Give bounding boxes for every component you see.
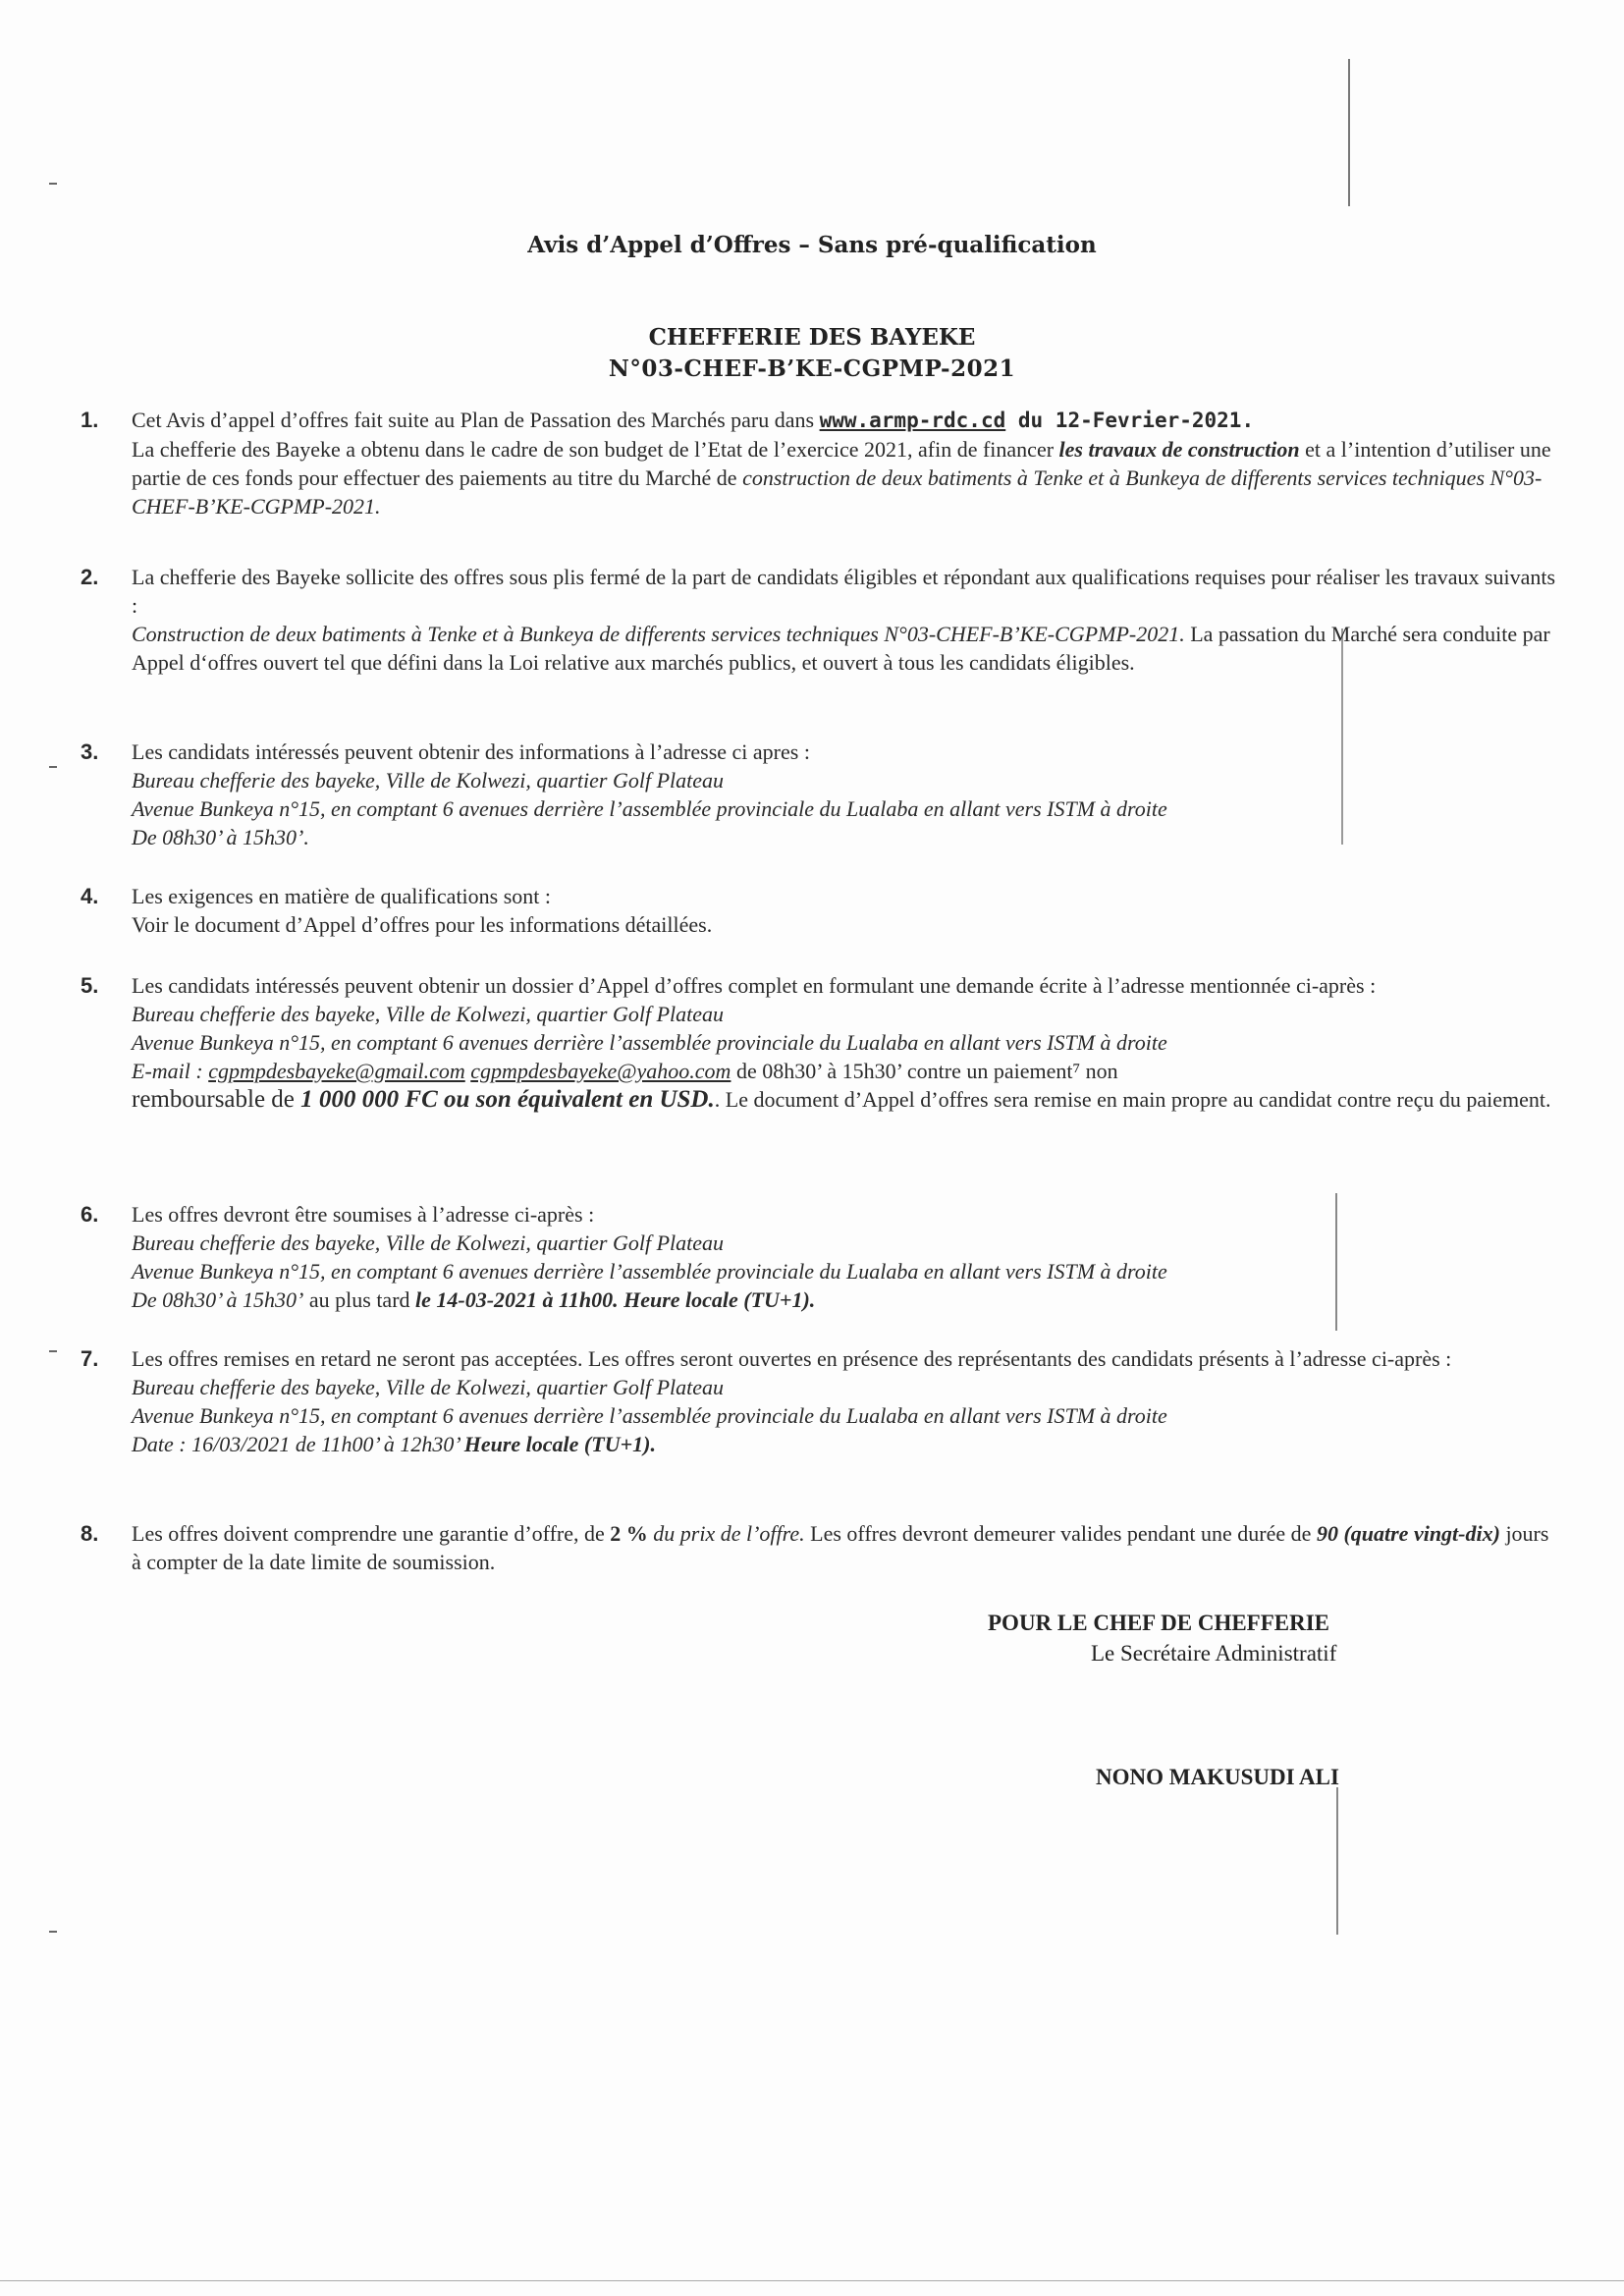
text: Cet Avis d’appel d’offres fait suite au Plan de Passation des Marchés paru dans [132,408,820,432]
text: remboursable de [132,1086,301,1113]
address-line: Bureau chefferie des bayeke, Ville de Kolwezi, quartier Golf Plateau [132,1230,725,1255]
text: . Le document d’Appel d’offres sera remise en main propre au candidat contre reçu du paiement. [714,1087,1551,1112]
scan-artifact-line [0,2280,1624,2281]
section-number: 7. [81,1346,99,1371]
section-4 [81,882,1563,939]
signature-title: POUR LE CHEF DE CHEFFERIE [988,1611,1330,1635]
hours: De 08h30’ à 15h30’ [132,1287,304,1312]
email-link[interactable]: cgpmpdesbayeke@gmail.com [208,1059,465,1083]
section-number: 4. [81,884,99,908]
text: du prix de l’offre. [647,1521,805,1546]
amount: 1 000 000 FC ou son équivalent en USD. [300,1086,715,1113]
section-number: 8. [81,1521,99,1546]
section-number: 5. [81,973,99,998]
address-line: Avenue Bunkeya n°15, en comptant 6 avenues derrière l’assemblée provinciale du Lualaba en allant vers ISTM à droite [132,1030,1167,1055]
address-line: Avenue Bunkeya n°15, en comptant 6 avenues derrière l’assemblée provinciale du Lualaba en allant vers ISTM à droite [132,1259,1167,1284]
scan-artifact-line [1336,1787,1338,1935]
text: Voir le document d’Appel d’offres pour les informations détaillées. [132,912,713,937]
section-number: 3. [81,739,99,764]
text: La passation du Marché sera conduite par Appel d‘offres ouvert tel que défini dans la Loi relative aux marchés publics, et ouvert à tous les candidats éligibles. [132,622,1550,675]
section-number: 1. [81,408,99,432]
address-line: Avenue Bunkeya n°15, en comptant 6 avenues derrière l’assemblée provinciale du Lualaba en allant vers ISTM à droite [132,796,1167,821]
section-8 [81,1519,1563,1576]
email-link[interactable]: cgpmpdesbayeke@yahoo.com [470,1059,731,1083]
section-3 [81,738,1563,851]
text: Les offres doivent comprendre une garantie d’offre, de [132,1521,611,1546]
organization-name: CHEFFERIE DES BAYEKE [648,324,976,351]
text: Les candidats intéressés peuvent obtenir un dossier d’Appel d’offres complet en formulant une demande écrite à l’adresse mentionnée ci-après : [132,973,1377,998]
hours: De 08h30’ à 15h30’. [132,825,309,849]
punch-mark [49,766,57,768]
text: jours à compter de la date limite de soumission. [132,1521,1549,1574]
deadline: le 14-03-2021 à 11h00. Heure locale (TU+1). [415,1287,816,1312]
text: Construction de deux batiments à Tenke et à Bunkeya de differents services techniques N°03-CHEF-B’KE-CGPMP-2021. [132,622,1185,646]
text: au plus tard [303,1287,416,1312]
signature-role: Le Secrétaire Administratif [1091,1641,1337,1666]
text: Les offres devront demeurer valides pendant une durée de [804,1521,1317,1546]
section-number: 2. [81,565,99,589]
opening-date: Date : 16/03/2021 de 11h00’ à 12h30’ [132,1432,464,1456]
punch-mark [49,1350,57,1352]
address-line: Bureau chefferie des bayeke, Ville de Kolwezi, quartier Golf Plateau [132,768,725,793]
text: La chefferie des Bayeke a obtenu dans le cadre de son budget de l’Etat de l’exercice 2021, afin de financer [132,437,1059,462]
text: Heure locale (TU+1). [463,1432,656,1456]
text: E-mail : [132,1059,209,1083]
text: Les offres remises en retard ne seront pas acceptées. Les offres seront ouvertes en présence des représentants des candidats présents à l’adresse ci-après : [132,1346,1452,1371]
text: Les candidats intéressés peuvent obtenir des informations à l’adresse ci apres : [132,739,810,764]
text: construction de deux batiments à Tenke et à Bunkeya de differents services techniques N°03-CHEF-B’KE-CGPMP-2021. [132,465,1543,519]
text: Les exigences en matière de qualifications sont : [132,884,552,908]
validity-days: 90 (quatre vingt-dix) [1316,1521,1500,1546]
text: et a l’intention d’utiliser une partie de ces fonds pour effectuer des paiements au titre du Marché de [132,437,1551,490]
section-number: 6. [81,1202,99,1227]
percentage: 2 % [610,1521,648,1546]
address-line: Bureau chefferie des bayeke, Ville de Kolwezi, quartier Golf Plateau [132,1002,725,1026]
section-5 [81,971,1563,1114]
scan-artifact-line [1348,59,1350,206]
website-link: www.armp-rdc.cd [819,409,1006,432]
address-line: Bureau chefferie des bayeke, Ville de Kolwezi, quartier Golf Plateau [132,1375,725,1399]
section-1 [81,406,1563,520]
punch-mark [49,183,57,185]
section-7 [81,1344,1563,1458]
punch-mark [49,1931,57,1933]
text: La chefferie des Bayeke sollicite des offres sous plis fermé de la part de candidats éligibles et répondant aux qualifications requises pour réaliser les travaux suivants : [132,565,1556,618]
address-line: Avenue Bunkeya n°15, en comptant 6 avenues derrière l’assemblée provinciale du Lualaba en allant vers ISTM à droite [132,1403,1167,1428]
page-title: Avis d’Appel d’Offres – Sans pré-qualification [527,232,1097,258]
text: du 12-Fevrier-2021. [1005,409,1255,432]
section-2 [81,563,1563,677]
text: les travaux de construction [1058,437,1300,462]
signatory-name: NONO MAKUSUDI ALI [1096,1765,1339,1789]
reference-number: N°03-CHEF-B’KE-CGPMP-2021 [608,355,1016,382]
section-6 [81,1200,1563,1314]
text: de 08h30’ à 15h30’ contre un paiement⁷ non [731,1059,1118,1083]
text: Les offres devront être soumises à l’adresse ci-après : [132,1202,595,1227]
